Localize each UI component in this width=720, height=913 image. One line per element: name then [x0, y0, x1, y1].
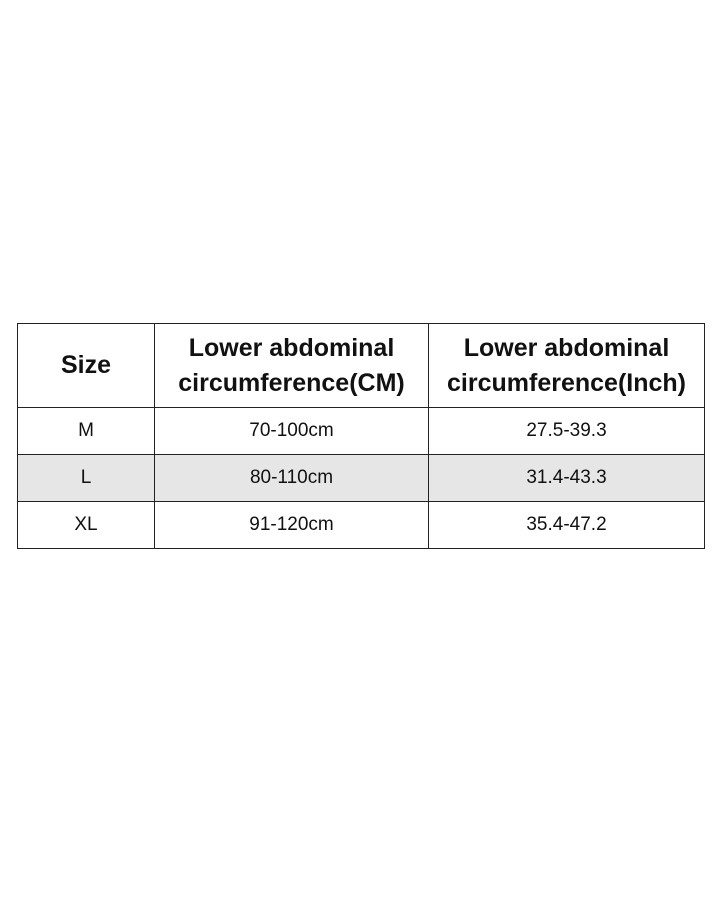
cell-inch: 27.5-39.3	[429, 408, 705, 455]
header-circumference-cm	[155, 324, 429, 408]
table-header-row	[18, 324, 705, 408]
cell-cm: 80-110cm	[155, 455, 429, 502]
cell-size: XL	[18, 502, 155, 549]
table-row	[18, 502, 705, 549]
cell-cm: 91-120cm	[155, 502, 429, 549]
cell-size: M	[18, 408, 155, 455]
header-inch-line-2: circumference(Inch)	[447, 368, 686, 397]
cell-cm: 70-100cm	[155, 408, 429, 455]
header-circumference-inch	[429, 324, 705, 408]
cell-inch: 35.4-47.2	[429, 502, 705, 549]
table-row	[18, 408, 705, 455]
header-inch-line-1: Lower abdominal	[463, 333, 670, 362]
header-cm-line-1: Lower abdominal	[188, 333, 395, 362]
header-size-label: Size	[60, 351, 112, 379]
header-cm-line-2: circumference(CM)	[178, 368, 405, 397]
size-chart-table	[17, 323, 705, 549]
cell-size: L	[18, 455, 155, 502]
header-size	[18, 324, 155, 408]
table-row	[18, 455, 705, 502]
cell-inch: 31.4-43.3	[429, 455, 705, 502]
